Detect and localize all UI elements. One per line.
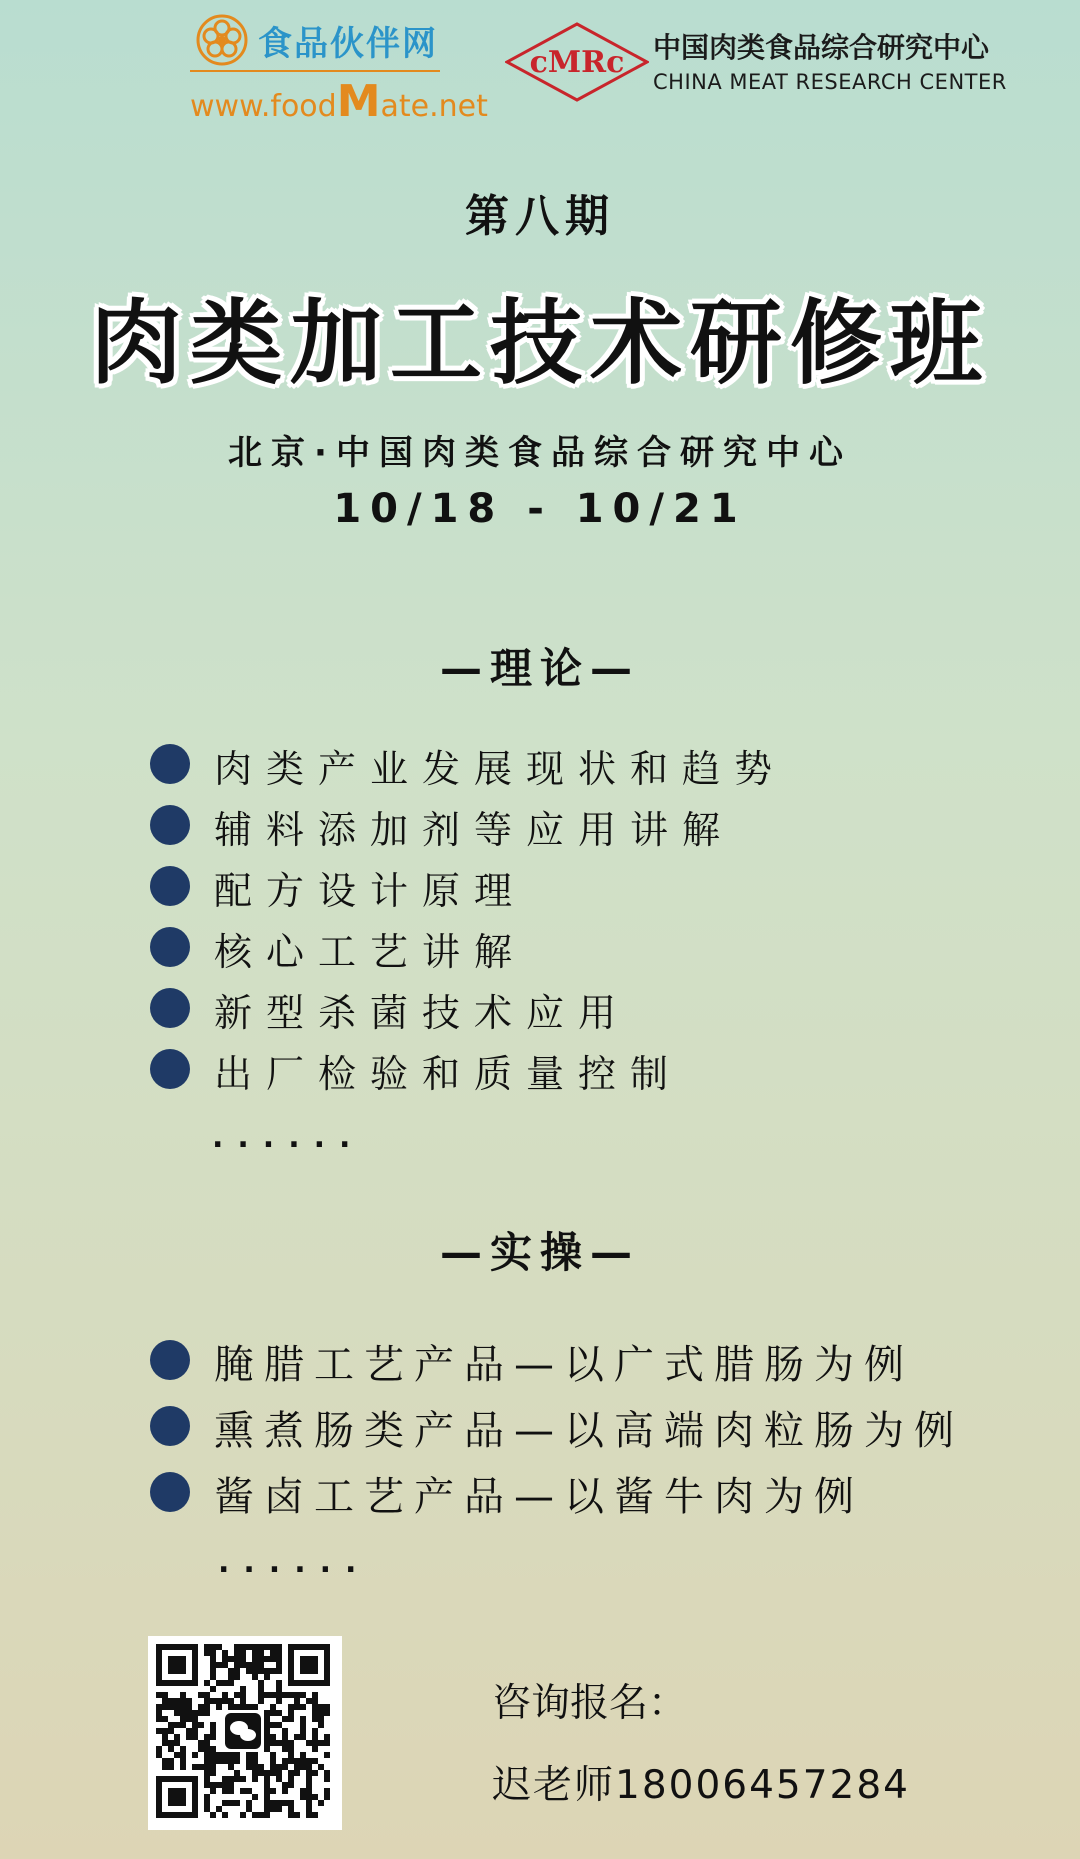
- flower-logo-icon: [196, 14, 248, 66]
- contact-info: [492, 1672, 910, 1836]
- list-item: 酱卤工艺产品—以酱牛肉为例: [150, 1465, 964, 1531]
- foodmate-logo: [190, 10, 488, 127]
- list-item: 配方设计原理: [150, 860, 786, 921]
- cmrc-name-cn: 中国肉类食品综合研究中心: [653, 31, 990, 64]
- practice-list: [150, 1333, 964, 1531]
- issue-label: 第八期: [465, 191, 615, 242]
- list-item: 腌腊工艺产品—以广式腊肠为例: [150, 1333, 964, 1399]
- cmrc-logo: [505, 18, 1045, 108]
- divider: [190, 70, 440, 72]
- bullet-dot-icon: [150, 1049, 190, 1089]
- page-title: 肉类加工技术研修班: [89, 289, 990, 397]
- theory-more: ......: [212, 1120, 365, 1155]
- qr-code-image: [148, 1636, 342, 1830]
- practice-heading: —实操—: [439, 1228, 640, 1277]
- list-item: 核心工艺讲解: [150, 921, 786, 982]
- bullet-dot-icon: [150, 744, 190, 784]
- theory-heading: —理论—: [439, 644, 640, 693]
- diamond-logo-icon: [505, 22, 649, 102]
- list-item: 熏煮肠类产品—以高端肉粒肠为例: [150, 1399, 964, 1465]
- foodmate-name: 食品伙伴网: [258, 24, 438, 64]
- cmrc-name-en: CHINA MEAT RESEARCH CENTER: [653, 70, 1007, 94]
- bullet-dot-icon: [150, 866, 190, 906]
- list-item: 新型杀菌技术应用: [150, 982, 786, 1043]
- bullet-dot-icon: [150, 1340, 190, 1380]
- foodmate-url: www.foodMate.net: [190, 76, 488, 127]
- list-item: 出厂检验和质量控制: [150, 1043, 786, 1104]
- list-item: 辅料添加剂等应用讲解: [150, 799, 786, 860]
- bullet-dot-icon: [150, 988, 190, 1028]
- contact-phone: 迟老师18006457284: [492, 1763, 910, 1808]
- practice-more: ......: [218, 1545, 371, 1580]
- bullet-dot-icon: [150, 1406, 190, 1446]
- wechat-qr-code-icon[interactable]: [148, 1636, 342, 1830]
- location: 北京·中国肉类食品综合研究中心: [228, 433, 852, 473]
- cmrc-mark: cMRc: [529, 45, 625, 80]
- bullet-dot-icon: [150, 927, 190, 967]
- contact-label: 咨询报名：: [492, 1681, 688, 1726]
- theory-list: [150, 738, 786, 1104]
- list-item: 肉类产业发展现状和趋势: [150, 738, 786, 799]
- bullet-dot-icon: [150, 1472, 190, 1512]
- bullet-dot-icon: [150, 805, 190, 845]
- dates: 10/18 - 10/21: [333, 486, 747, 532]
